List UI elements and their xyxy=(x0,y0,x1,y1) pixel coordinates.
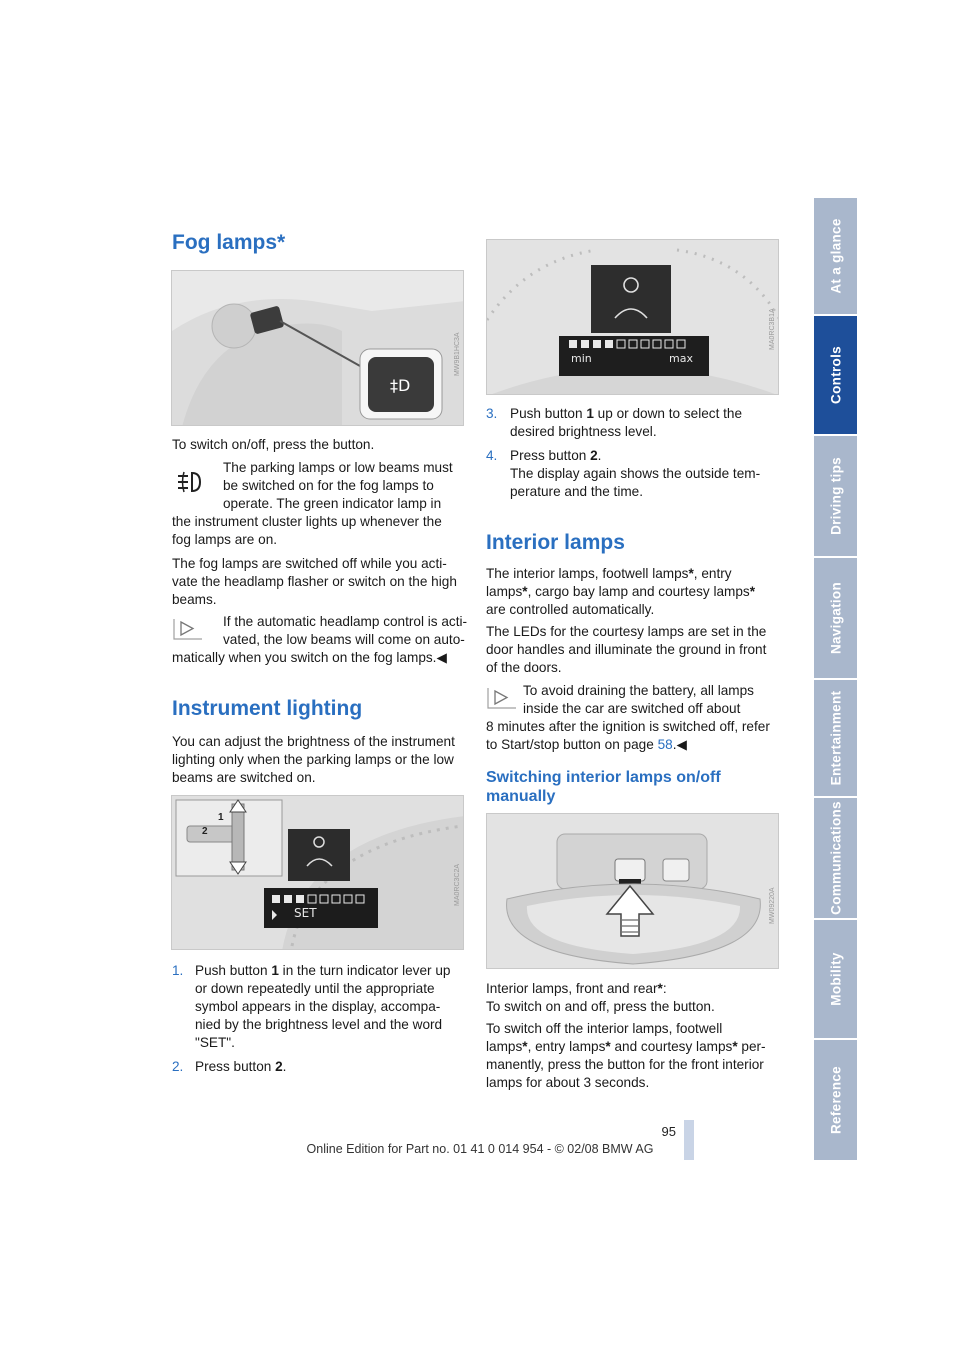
interior-text-2c: of the doors. xyxy=(486,660,562,675)
step-2-text: Press button 2. xyxy=(195,1059,287,1074)
tab-driving-tips[interactable]: Driving tips xyxy=(814,436,857,558)
end-mark: ◀ xyxy=(436,650,447,665)
interior-lamp-figure xyxy=(486,813,779,969)
tab-controls[interactable]: Controls xyxy=(814,316,857,436)
interior-text-2a: The LEDs for the courtesy lamps are set in the xyxy=(486,624,767,639)
display-set-label: SET xyxy=(294,906,317,920)
fog-text-2d: the instrument cluster lights up whenever the xyxy=(172,514,442,529)
footer-text: Online Edition for Part no. 01 41 0 014 954 - © 02/08 BMW AG xyxy=(306,1142,654,1156)
interior-text-1a: The interior lamps, footwell lamps*, entry xyxy=(486,566,732,581)
step-4-text-c: perature and the time. xyxy=(510,484,643,499)
tab-navigation[interactable]: Navigation xyxy=(814,558,857,680)
interior-note-1a: To avoid draining the battery, all lamps xyxy=(523,683,754,698)
note-icon xyxy=(172,617,204,641)
callout-2: 2 xyxy=(202,826,208,837)
step-3-text-b: desired brightness level. xyxy=(510,424,657,439)
svg-text:‡D: ‡D xyxy=(390,376,411,395)
interior-lamp-illustration xyxy=(487,814,779,969)
switching-interior-lamps-heading-a: Switching interior lamps on/off xyxy=(486,769,721,786)
switching-interior-lamps-heading-b: manually xyxy=(486,788,556,805)
interior-text-4a: To switch off the interior lamps, footwell xyxy=(486,1021,723,1036)
step-4-number: 4. xyxy=(486,448,498,463)
step-4-text-b: The display again shows the outside tem- xyxy=(510,466,761,481)
fog-text-2a: The parking lamps or low beams must xyxy=(223,460,453,475)
figure-code: MW9B1HC3A xyxy=(454,332,461,376)
interior-text-2b: door handles and illuminate the ground in front xyxy=(486,642,767,657)
interior-text-4b: lamps*, entry lamps* and courtesy lamps* per- xyxy=(486,1039,766,1054)
step-1-text-d: nied by the brightness level and the word xyxy=(195,1017,443,1032)
instrument-text-1b: lighting only when the parking lamps or the low xyxy=(172,752,454,767)
callout-1: 1 xyxy=(218,812,224,823)
fog-note-1b: vated, the low beams will come on auto- xyxy=(223,632,465,647)
page-58-link[interactable]: 58 xyxy=(657,737,673,752)
tab-entertainment[interactable]: Entertainment xyxy=(814,680,857,798)
brightness-display-illustration xyxy=(487,240,779,395)
step-1-text-c: symbol appears in the display, accompa- xyxy=(195,999,441,1014)
fog-text-2c: operate. The green indicator lamp in xyxy=(223,496,442,511)
step-2-number: 2. xyxy=(172,1059,184,1074)
step-4-text-a: Press button 2. xyxy=(510,448,602,463)
interior-note-1b: inside the car are switched off about xyxy=(523,701,741,716)
step-1-text-b: or down repeatedly until the appropriate xyxy=(195,981,435,996)
interior-text-1c: are controlled automatically. xyxy=(486,602,655,617)
interior-note-1c: 8 minutes after the ignition is switched off, refer xyxy=(486,719,770,734)
figure-code: MW09220A xyxy=(769,887,776,924)
brightness-display-figure xyxy=(486,239,779,395)
fog-text-3b: vate the headlamp flasher or switch on the high xyxy=(172,574,457,589)
tab-mobility[interactable]: Mobility xyxy=(814,920,857,1040)
interior-text-1b: lamps*, cargo bay lamp and courtesy lamps* xyxy=(486,584,755,599)
tab-reference[interactable]: Reference xyxy=(814,1040,857,1160)
instrument-lighting-heading: Instrument lighting xyxy=(172,697,363,720)
interior-note-1d: to Start/stop button on page 58.◀ xyxy=(486,737,687,752)
step-3-text-a: Push button 1 up or down to select the xyxy=(510,406,743,421)
fog-text-1: To switch on/off, press the button. xyxy=(172,437,375,452)
fog-lamp-figure xyxy=(171,270,464,426)
instrument-text-1a: You can adjust the brightness of the instrument xyxy=(172,734,455,749)
step-1-text-a: Push button 1 in the turn indicator lever up xyxy=(195,963,451,978)
min-label: min xyxy=(571,352,592,365)
interior-text-3a: Interior lamps, front and rear*: xyxy=(486,981,667,996)
instrument-lighting-illustration xyxy=(172,796,464,950)
fog-note-1c: matically when you switch on the fog lamps.◀ xyxy=(172,650,447,665)
fog-text-2b: be switched on for the fog lamps to xyxy=(223,478,434,493)
fog-lamp-icon xyxy=(172,468,204,496)
tab-at-a-glance[interactable]: At a glance xyxy=(814,198,857,316)
fog-text-3a: The fog lamps are switched off while you acti- xyxy=(172,556,447,571)
max-label: max xyxy=(669,352,693,365)
note-icon xyxy=(486,686,518,710)
instrument-text-1c: beams are switched on. xyxy=(172,770,316,785)
fog-text-2e: fog lamps are on. xyxy=(172,532,278,547)
interior-text-4d: lamps for about 3 seconds. xyxy=(486,1075,650,1090)
interior-lamps-heading: Interior lamps xyxy=(486,531,625,554)
fog-lamp-illustration xyxy=(172,271,464,426)
step-1-text-e: "SET". xyxy=(195,1035,235,1050)
section-tabs xyxy=(814,198,857,1160)
step-1-line-1: 1. xyxy=(172,963,184,978)
page-number: 95 xyxy=(661,1124,676,1139)
fog-text-3c: beams. xyxy=(172,592,217,607)
figure-code: MA0RC3B1A xyxy=(769,308,776,350)
interior-text-3b: To switch on and off, press the button. xyxy=(486,999,715,1014)
fog-note-1a: If the automatic headlamp control is acti- xyxy=(223,614,468,629)
interior-text-4c: manently, press the button for the front interior xyxy=(486,1057,764,1072)
end-mark: ◀ xyxy=(676,737,687,752)
figure-code: MA0RC3C2A xyxy=(454,863,461,906)
instrument-lighting-figure xyxy=(171,795,464,950)
fog-lamps-heading: Fog lamps* xyxy=(172,231,286,254)
tab-communications[interactable]: Communications xyxy=(814,798,857,920)
step-3-number: 3. xyxy=(486,406,498,421)
